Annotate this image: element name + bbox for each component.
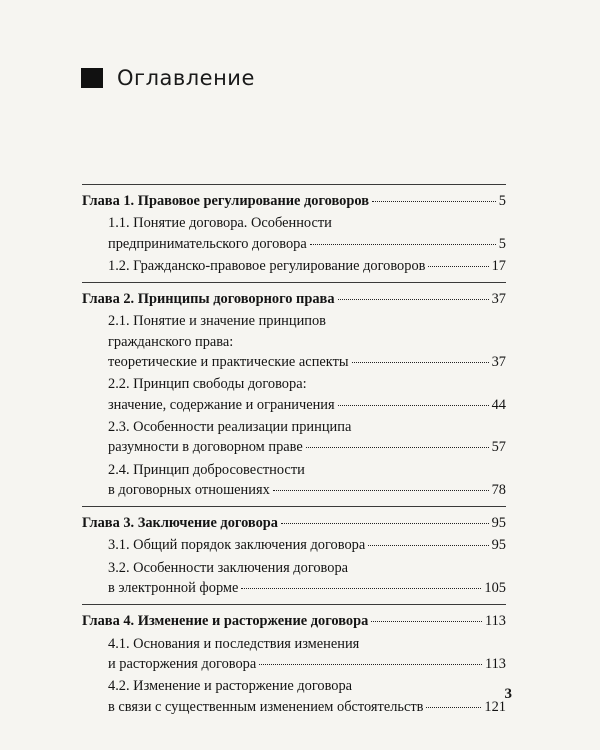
dot-leader [273,490,489,491]
chapter-page-number: 113 [484,613,506,630]
section-title-text: теоретические и практические аспекты [108,354,349,371]
toc-chapter [82,513,506,598]
section-page-number: 37 [491,354,506,371]
section-title-text: гражданского права: [108,333,234,350]
dot-leader [352,362,489,363]
chapter-page-number: 95 [491,515,506,532]
dot-leader [241,588,481,589]
chapter-page-number: 5 [498,193,506,209]
section-line [82,634,506,654]
section-title-text: 2.2. Принцип свободы договора: [108,376,307,393]
dot-leader [259,664,482,665]
dot-leader [338,299,489,300]
section-title-text: 4.2. Изменение и расторжение договора [108,678,353,695]
chapter-divider [82,282,506,283]
chapter-divider [82,184,506,185]
section-page-number: 44 [491,396,506,413]
chapter-title: Глава 3. Заключение договора [82,515,278,532]
dot-leader [310,244,496,245]
section-line [82,578,506,598]
dot-leader [281,523,489,524]
section-page-number: 121 [484,698,506,715]
toc-title: Оглавление [117,66,255,90]
chapter-title-line [82,191,506,211]
section-title-text: 3.1. Общий порядок заключения договора [108,537,366,554]
toc-section [82,256,506,276]
toc-chapter [82,611,506,716]
toc-section [82,634,506,675]
dot-leader [371,621,482,622]
dot-leader [338,405,489,406]
chapter-title-line [82,611,506,631]
section-page-number: 105 [484,580,506,597]
chapter-title: Глава 1. Правовое регулирование договоров [82,193,369,209]
section-title-text: 2.1. Понятие и значение принципов [108,313,326,330]
section-title-text: 4.1. Основания и последствия изменения [108,635,360,652]
chapter-divider [82,604,506,605]
section-title-text: значение, содержание и ограничения [108,396,335,413]
section-line [82,460,506,480]
section-title-text: 1.1. Понятие договора. Особенности [108,215,332,232]
section-line [82,654,506,674]
dot-leader [306,447,489,448]
section-page-number: 5 [498,235,506,252]
toc-heading [81,66,255,90]
section-title-text: в связи с существенным изменением обстоятельств [108,698,424,715]
chapter-divider [82,506,506,507]
section-line [82,417,506,437]
section-line [82,437,506,457]
toc-section [82,374,506,415]
toc-section [82,311,506,372]
toc-section [82,460,506,501]
toc-chapter [82,191,506,276]
toc-section [82,676,506,717]
toc-section [82,213,506,254]
section-title-text: и расторжения договора [108,655,257,672]
heading-square-marker [81,68,103,88]
section-line [82,697,506,717]
section-title-text: 2.3. Особенности реализации принципа [108,418,352,435]
dot-leader [428,266,488,267]
section-title-text: в договорных отношениях [108,481,270,498]
dot-leader [372,201,496,202]
chapter-title-line [82,289,506,309]
toc-section [82,558,506,599]
chapter-title-line [82,513,506,533]
section-line [82,352,506,372]
section-page-number: 57 [491,439,506,456]
dot-leader [368,545,488,546]
section-title-text: 1.2. Гражданско-правовое регулирование договоров [108,257,426,274]
toc-chapter [82,289,506,500]
section-line [82,234,506,254]
section-line [82,332,506,352]
section-line [82,311,506,331]
dot-leader [426,707,481,708]
chapter-title: Глава 2. Принципы договорного права [82,291,335,308]
section-page-number: 95 [491,537,506,554]
section-page-number: 113 [484,655,506,672]
section-line [82,213,506,233]
page-number: 3 [504,686,512,702]
section-title-text: в электронной форме [108,580,239,597]
section-title-text: 2.4. Принцип добросовестности [108,461,305,478]
section-line [82,535,506,555]
chapter-title: Глава 4. Изменение и расторжение договора [82,613,369,630]
toc-section [82,535,506,555]
section-page-number: 78 [491,481,506,498]
section-line [82,676,506,696]
section-page-number: 17 [491,257,506,274]
toc-section [82,417,506,458]
section-title-text: разумности в договорном праве [108,439,303,456]
section-line [82,374,506,394]
section-line [82,395,506,415]
section-title-text: предпринимательского договора [108,235,307,252]
section-line [82,558,506,578]
section-line [82,480,506,500]
section-title-text: 3.2. Особенности заключения договора [108,559,349,576]
section-line [82,256,506,276]
chapter-page-number: 37 [491,291,506,308]
table-of-contents [82,178,506,717]
